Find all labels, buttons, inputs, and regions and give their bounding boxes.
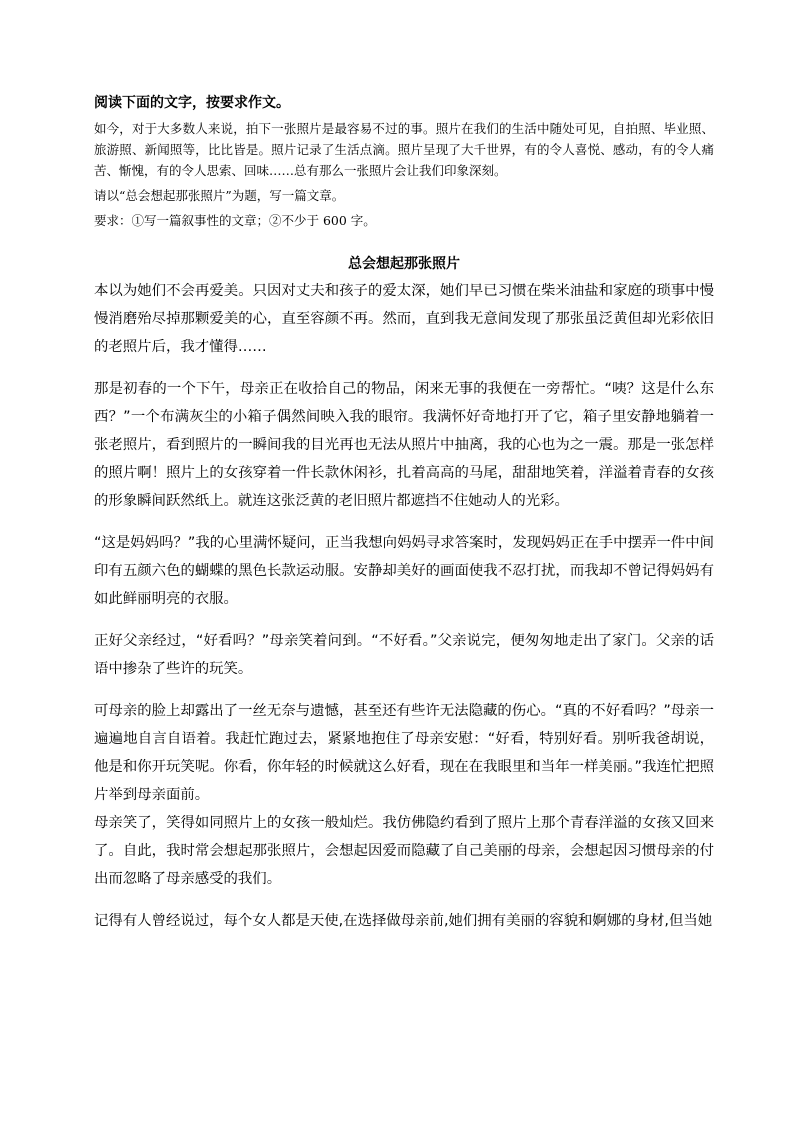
- essay-paragraph-3: “这是妈妈吗？”我的心里满怀疑问，正当我想向妈妈寻求答案时，发现妈妈正在手中摆弄一件中间印有五颜六色的蝴蝶的黑色长款运动服。安静却美好的画面使我不忍打扰，而我却不曾记得妈妈有如此鲜丽明亮的衣服。: [94, 535, 714, 607]
- document-page: [94, 94, 714, 949]
- essay-paragraph-1: 本以为她们不会再爱美。只因对丈夫和孩子的爱太深，她们早已习惯在柴米油盐和家庭的琐事中慢慢消磨殆尽掉那颗爱美的心，直至容颜不再。然而，直到我无意间发现了那张虽泛黄但却光彩依旧的老照片后，我才懂得……: [94, 283, 714, 355]
- essay-paragraph-6: 母亲笑了，笑得如同照片上的女孩一般灿烂。我仿佛隐约看到了照片上那个青春洋溢的女孩又回来了。自此，我时常会想起那张照片，会想起因爱而隐藏了自己美丽的母亲，会想起因习惯母亲的付出而忽略了母亲感受的我们。: [94, 815, 714, 887]
- essay-paragraph-7: 记得有人曾经说过，每个女人都是天使,在选择做母亲前,她们拥有美丽的容貌和婀娜的身材,但当她: [94, 913, 713, 929]
- essay-paragraph-5: 可母亲的脸上却露出了一丝无奈与遗憾，甚至还有些许无法隐藏的伤心。“真的不好看吗？”母亲一遍遍地自言自语着。我赶忙跑过去，紧紧地抱住了母亲安慰：“好看，特别好看。别听我爸胡说，他是和你开玩笑呢。你看，你年轻的时候就这么好看，现在在我眼里和当年一样美丽。”我连忙把照片举到母亲面前。: [94, 703, 714, 803]
- prompt-material: 如今，对于大多数人来说，拍下一张照片是最容易不过的事。照片在我们的生活中随处可见，自拍照、毕业照、旅游照、新闻照等，比比皆是。照片记录了生活点滴。照片呈现了大千世界，有的令人喜悦、感动，有的令人痛苦、惭愧，有的令人思索、回味……总有那么一张照片会让我们印象深刻。: [94, 121, 714, 178]
- instructions-heading: 阅读下面的文字，按要求作文。: [94, 95, 290, 111]
- essay-paragraph-2: 那是初春的一个下午，母亲正在收拾自己的物品，闲来无事的我便在一旁帮忙。“咦？这是什么东西？”一个布满灰尘的小箱子偶然间映入我的眼帘。我满怀好奇地打开了它，箱子里安静地躺着一张老照片，看到照片的一瞬间我的目光再也无法从照片中抽离，我的心也为之一震。那是一张怎样的照片啊！照片上的女孩穿着一件长款休闲衫，扎着高高的马尾，甜甜地笑着，洋溢着青春的女孩的形象瞬间跃然纸上。就连这张泛黄的老旧照片都遮挡不住她动人的光彩。: [94, 381, 714, 509]
- essay-title: 总会想起那张照片: [348, 256, 460, 272]
- prompt-requirements: 要求：①写一篇叙事性的文章；②不少于 600 字。: [94, 213, 376, 228]
- prompt-task: 请以“总会想起那张照片”为题，写一篇文章。: [94, 188, 345, 203]
- essay-paragraph-4: 正好父亲经过，“好看吗？”母亲笑着问到。“不好看。”父亲说完，便匆匆地走出了家门。父亲的话语中掺杂了些许的玩笑。: [94, 633, 714, 677]
